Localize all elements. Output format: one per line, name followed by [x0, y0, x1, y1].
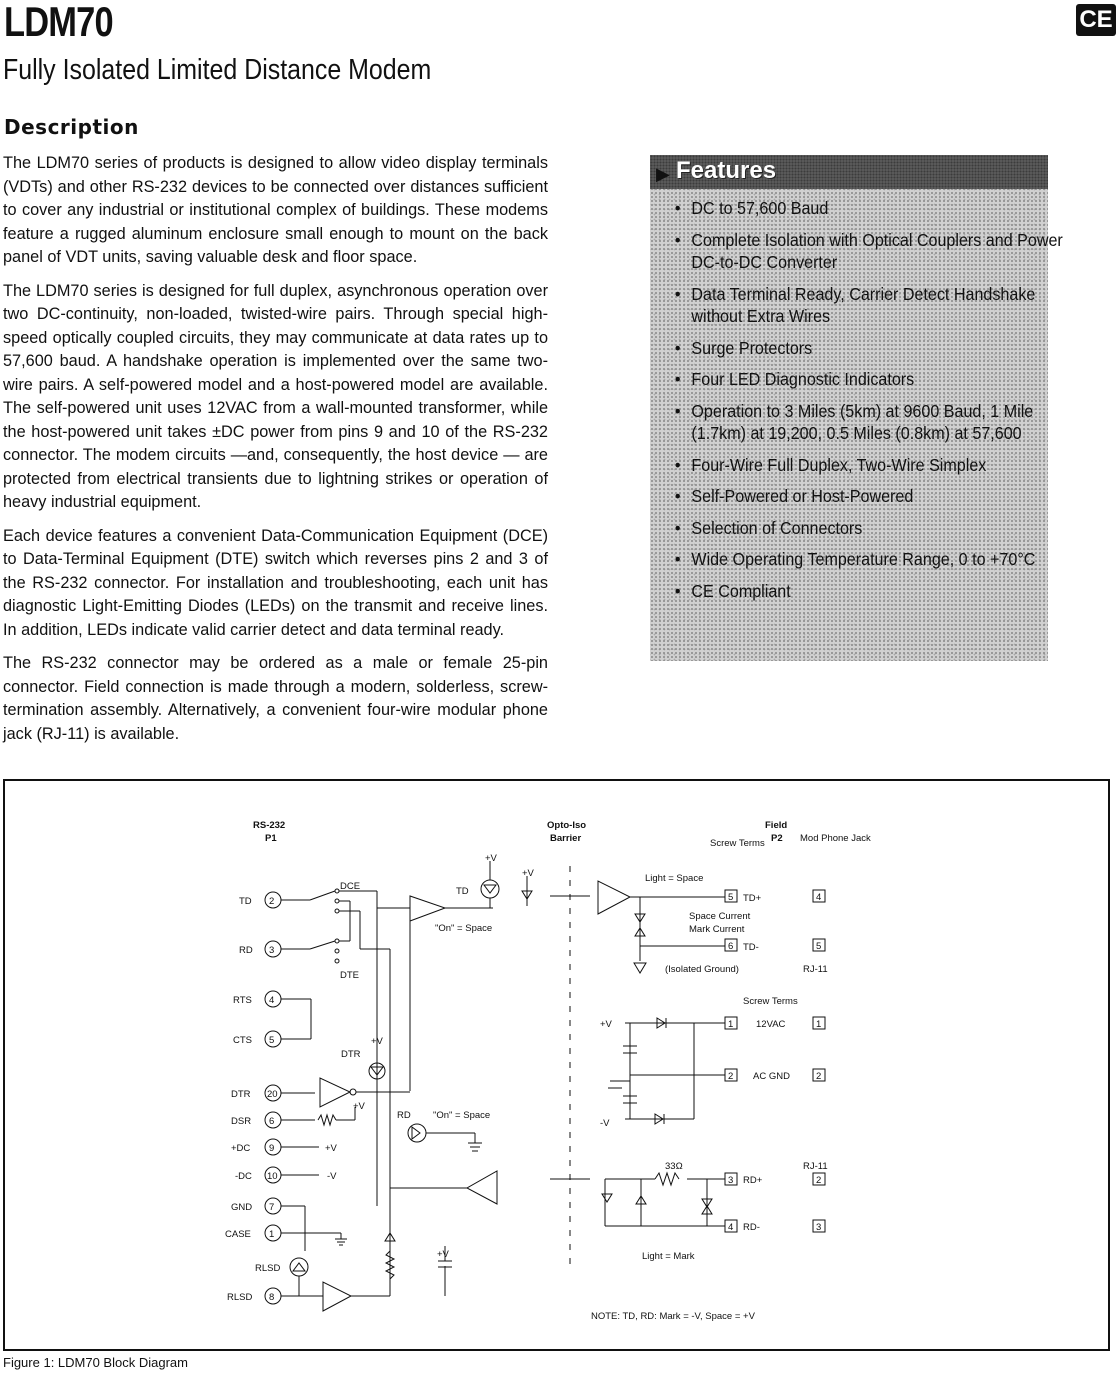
product-title: LDM70	[4, 0, 113, 45]
feature-item: • Four-Wire Full Duplex, Two-Wire Simplex	[650, 454, 1078, 477]
pin-number: 3	[269, 945, 275, 956]
terminal-number: 3	[728, 1175, 734, 1186]
description-paragraph: The LDM70 series of products is designed to allow video display terminals (VDTs) and other RS-232 devices to be connected over distances sufficient to cover any industrial or institutional complex of buildings. These modems feature a rugged aluminum enclosure small enough to mount on the back panel of VDT units, saving valuable desk and floor space.	[3, 154, 548, 266]
jack-number: 1	[816, 1019, 822, 1030]
pin-label: DTR	[231, 1089, 251, 1100]
pin-number: 10	[267, 1171, 278, 1182]
feature-item: • Operation to 3 Miles (5km) at 9600 Baud, 1 Mile (1.7km) at 19,200, 0.5 Miles (0.8km) at 57,600	[650, 400, 1078, 445]
terminal-label: AC GND	[753, 1071, 790, 1082]
plus-v-label: +V	[600, 1019, 612, 1030]
jack-number: 3	[816, 1222, 822, 1233]
on-space-label: "On" = Space	[433, 1110, 491, 1121]
p2-label: P2	[771, 833, 783, 844]
td-led-label: TD	[456, 886, 469, 897]
terminal-number: 6	[728, 941, 734, 952]
dte-label: DTE	[340, 970, 359, 981]
plus-v-label: +V	[485, 853, 497, 864]
terminal-number: 1	[728, 1019, 734, 1030]
feature-item: • CE Compliant	[650, 580, 1078, 603]
terminal-label: RD+	[743, 1175, 763, 1186]
jack-number: 2	[816, 1175, 822, 1186]
pin-label: DSR	[231, 1116, 252, 1127]
screw-terms-power-label: Screw Terms	[743, 996, 798, 1007]
figure-caption: Figure 1: LDM70 Block Diagram	[3, 1355, 188, 1370]
features-header	[650, 155, 1048, 189]
pin-number: 1	[269, 1229, 275, 1240]
dtr-led-label: DTR	[341, 1049, 361, 1060]
rj11-label: RJ-11	[803, 1161, 828, 1172]
description-body	[3, 152, 548, 756]
isolated-ground-label: (Isolated Ground)	[665, 964, 739, 975]
rlsd-led-label: RLSD	[255, 1263, 281, 1274]
mod-phone-jack-label: Mod Phone Jack	[800, 833, 871, 844]
jack-number: 2	[816, 1071, 822, 1082]
feature-item: • Self-Powered or Host-Powered	[650, 485, 1078, 508]
field-title: Field	[765, 820, 788, 831]
features-box	[650, 155, 1063, 661]
plus-v-label: +V	[522, 868, 534, 879]
pin-label: RD	[239, 945, 253, 956]
pin-number: 7	[269, 1202, 275, 1213]
terminal-label: TD-	[743, 942, 759, 953]
features-list	[650, 197, 1063, 611]
jack-number: 5	[816, 941, 822, 952]
barrier-label: Barrier	[550, 833, 582, 844]
pin-label: -DC	[235, 1171, 252, 1182]
on-space-label: "On" = Space	[435, 923, 493, 934]
feature-item: • Selection of Connectors	[650, 517, 1078, 540]
terminal-label: 12VAC	[756, 1019, 786, 1030]
feature-item: • Data Terminal Ready, Carrier Detect Handshake without Extra Wires	[650, 283, 1078, 328]
pin-number: 6	[269, 1116, 275, 1127]
light-mark-label: Light = Mark	[642, 1251, 695, 1262]
pin-number: 2	[269, 896, 275, 907]
triangle-right-icon: ▶	[656, 164, 670, 184]
dce-label: DCE	[340, 881, 361, 892]
pin-label: CTS	[233, 1035, 252, 1046]
description-paragraph: The RS-232 connector may be ordered as a male or female 25-pin connector. Field connection is made through a modern, solderless, screw-termination assembly. Alternatively, a convenient four-wire modular phone jack (RJ-11) is available.	[3, 654, 548, 743]
pin-number: 9	[269, 1143, 275, 1154]
rj11-label: RJ-11	[803, 964, 828, 975]
feature-item: • Surge Protectors	[650, 337, 1078, 360]
minus-v-label: -V	[600, 1118, 610, 1129]
feature-item: • DC to 57,600 Baud	[650, 197, 1078, 220]
rd-led-label: RD	[397, 1110, 411, 1121]
description-paragraph: The LDM70 series is designed for full duplex, asynchronous operation over two DC-continuity, non-loaded, twisted-wire pairs. Through special high-speed optically coupled circuits, they may communicate at data rates up to 57,600 baud. A handshake operation is implemented over the same two-wire pairs. A self-powered model and a host-powered model are available. The self-powered unit uses 12VAC from a wall-mounted transformer, while the host-powered unit takes ±DC power from pins 9 and 10 of the RS-232 connector. The modem circuits —and, consequently, the host device — are protected from electrical transients due to lightning strikes or operation of heavy industrial equipment.	[3, 281, 548, 511]
pin-number: 8	[269, 1292, 275, 1303]
block-diagram-svg	[5, 781, 1108, 1349]
pin-number: 5	[269, 1035, 275, 1046]
feature-item: • Complete Isolation with Optical Couplers and Power DC-to-DC Converter	[650, 229, 1078, 274]
pin-label: RTS	[233, 995, 252, 1006]
feature-item: • Wide Operating Temperature Range, 0 to +70°C	[650, 548, 1078, 571]
plus-v-label: +V	[353, 1101, 365, 1112]
plus-v-label: +V	[371, 1036, 383, 1047]
terminal-label: RD-	[743, 1222, 760, 1233]
terminal-label: TD+	[743, 893, 762, 904]
description-heading: Description	[4, 115, 139, 139]
light-space-label: Light = Space	[645, 873, 704, 884]
terminal-number: 5	[728, 892, 734, 903]
resistor-label: 33Ω	[665, 1161, 683, 1172]
diagram-note: NOTE: TD, RD: Mark = -V, Space = +V	[591, 1311, 755, 1322]
terminal-number: 2	[728, 1071, 734, 1082]
space-current-label: Space Current	[689, 911, 751, 922]
mark-current-label: Mark Current	[689, 924, 745, 935]
plus-v-label: +V	[437, 1249, 449, 1260]
product-subtitle: Fully Isolated Limited Distance Modem	[3, 54, 432, 86]
block-diagram	[3, 779, 1110, 1351]
pin-label: GND	[231, 1202, 253, 1213]
feature-item: • Four LED Diagnostic Indicators	[650, 368, 1078, 391]
terminal-number: 4	[728, 1222, 734, 1233]
pin-label: TD	[239, 896, 252, 907]
description-paragraph: Each device features a convenient Data-Communication Equipment (DCE) to Data-Terminal Equipment (DTE) switch which reverses pins 2 and 3 of the RS-232 connector. For installation and troubleshooting, each unit has diagnostic Light-Emitting Diodes (LEDs) on the transmit and receive lines. In addition, LEDs indicate valid carrier detect and data terminal ready.	[3, 526, 548, 639]
rs232-title: RS-232	[253, 820, 286, 831]
features-heading: Features	[676, 157, 777, 184]
ce-mark-logo: CE	[1076, 4, 1116, 36]
p1-label: P1	[265, 833, 277, 844]
pin-label: CASE	[225, 1229, 251, 1240]
plus-v-label: +V	[325, 1143, 337, 1154]
jack-number: 4	[816, 892, 822, 903]
screw-terms-label: Screw Terms	[710, 838, 765, 849]
pin-number: 4	[269, 995, 275, 1006]
minus-v-label: -V	[327, 1171, 337, 1182]
pin-label: +DC	[231, 1143, 251, 1154]
pin-number: 20	[267, 1089, 278, 1100]
pin-label: RLSD	[227, 1292, 253, 1303]
opto-title: Opto-Iso	[547, 820, 587, 831]
